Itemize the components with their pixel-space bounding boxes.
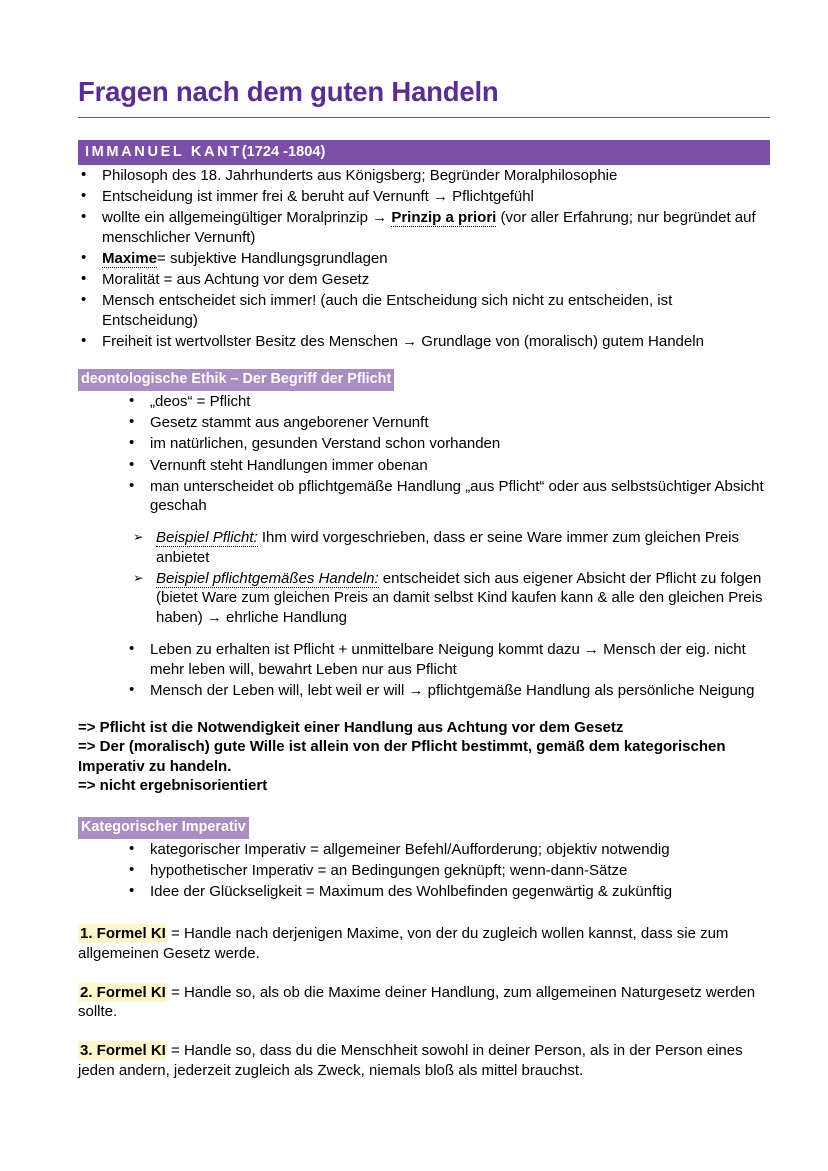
list-item xyxy=(128,840,770,860)
kant-name: IMMANUEL KANT xyxy=(85,143,242,160)
kant-years: (1724 -1804) xyxy=(241,143,326,160)
list-item xyxy=(128,456,770,476)
text-run: Leben zu erhalten ist Pflicht + unmittelbare Neigung kommt dazu → Mensch der eig. nicht mehr leben will, bewahrt Leben nur aus Pflicht xyxy=(150,641,746,678)
spacer xyxy=(78,517,770,528)
formula-list xyxy=(78,924,770,1080)
list-item xyxy=(128,434,770,454)
list-item xyxy=(80,291,770,330)
text-run: Gesetz stammt aus angeborener Vernunft xyxy=(150,414,429,432)
formula-paragraph xyxy=(78,1041,770,1080)
text-run: wollte ein allgemeingültiger Moralprinzip → xyxy=(102,209,392,227)
text-run: man unterscheidet ob pflichtgemäße Handlung „aus Pflicht“ oder aus selbstsüchtiger Absicht geschah xyxy=(150,477,764,515)
text-run: Moralität = aus Achtung vor dem Gesetz xyxy=(102,271,370,289)
example-list-item xyxy=(133,569,770,628)
document-content xyxy=(78,76,770,1080)
text-run: Ihm wird vorgeschrieben, dass er seine Ware immer zum gleichen Preis anbietet xyxy=(156,529,740,566)
text-run: Vernunft steht Handlungen immer obenan xyxy=(150,456,428,474)
conclusion-line: => Der (moralisch) gute Wille ist allein von der Pflicht bestimmt, gemäß dem kategorischen Imperativ zu handeln. xyxy=(78,738,726,775)
list-item xyxy=(128,477,770,516)
section-heading-kant xyxy=(78,140,770,166)
spacer xyxy=(78,903,770,924)
conclusion-line: => nicht ergebnisorientiert xyxy=(78,777,268,795)
list-item xyxy=(128,392,770,412)
list-item xyxy=(128,882,770,902)
section-heading-imperative: Kategorischer Imperativ xyxy=(78,817,249,839)
text-run: Entscheidung ist immer frei & beruht auf Vernunft → Pflichtgefühl xyxy=(102,188,534,206)
text-run: hypothetischer Imperativ = an Bedingungen geknüpft; wenn-dann-Sätze xyxy=(150,862,628,880)
conclusion-line: => Pflicht ist die Notwendigkeit einer Handlung aus Achtung vor dem Gesetz xyxy=(78,718,624,736)
formula-text: = Handle so, als ob die Maxime deiner Handlung, zum allgemeinen Naturgesetz werden sollte. xyxy=(78,983,756,1021)
formula-label: 3. Formel KI xyxy=(80,1041,166,1059)
section-heading-imperative-wrap xyxy=(78,817,770,839)
deontology-example-list xyxy=(78,528,770,627)
list-item xyxy=(128,681,770,701)
text-run: im natürlichen, gesunden Verstand schon vorhanden xyxy=(150,435,501,453)
text-run: Mensch der Leben will, lebt weil er will → pflichtgemäße Handlung als persönliche Neigung xyxy=(150,681,755,699)
text-run: Idee der Glückseligkeit = Maximum des Wohlbefinden gegenwärtig & zukünftig xyxy=(150,883,673,901)
text-run: Beispiel pflichtgemäßes Handeln: xyxy=(156,569,379,587)
text-run: Prinzip a priori xyxy=(391,209,497,227)
text-run: Mensch entscheidet sich immer! (auch die Entscheidung sich nicht zu entscheiden, ist Entscheidung) xyxy=(102,292,673,329)
formula-label: 2. Formel KI xyxy=(80,983,166,1001)
list-item xyxy=(80,187,770,207)
formula-text: = Handle so, dass du die Menschheit sowohl in deiner Person, als in der Person eines jeden andern, jederzeit zugleich als Zweck, niemals bloß als mittel brauchst. xyxy=(78,1041,743,1079)
text-run: Beispiel Pflicht: xyxy=(156,529,258,547)
formula-text: = Handle nach derjenigen Maxime, von der du zugleich wollen kannst, dass sie zum allgemeinen Gesetz werde. xyxy=(78,925,729,962)
text-run: (vor aller Erfahrung; nur begründet auf menschlicher Vernunft) xyxy=(102,209,756,247)
text-run: entscheidet sich aus eigener Absicht der Pflicht zu folgen (bietet Ware zum gleichen Preis an damit selbst Kind kaufen kann & alle den gleichen Preis haben) → ehrliche Handlung xyxy=(156,569,763,626)
page-title: Fragen nach dem guten Handeln xyxy=(78,76,499,107)
list-item xyxy=(80,166,770,186)
deontology-bullet-list-after xyxy=(78,640,770,700)
example-list-item xyxy=(133,528,770,567)
text-run: Maxime xyxy=(102,250,158,268)
list-item xyxy=(128,640,770,679)
list-item xyxy=(128,861,770,881)
list-item xyxy=(128,413,770,433)
kant-bullet-list xyxy=(78,166,770,351)
text-run: Freiheit ist wertvollster Besitz des Menschen → Grundlage von (moralisch) gutem Handeln xyxy=(102,332,704,350)
imperative-bullet-list xyxy=(78,840,770,902)
text-run: = subjektive Handlungsgrundlagen xyxy=(157,250,388,268)
section-heading-deontology: deontologische Ethik – Der Begriff der Pflicht xyxy=(78,369,394,391)
list-item xyxy=(80,270,770,290)
formula-paragraph xyxy=(78,983,770,1022)
text-run: Philosoph des 18. Jahrhunderts aus Königsberg; Begründer Moralphilosophie xyxy=(102,167,618,185)
text-run: kategorischer Imperativ = allgemeiner Befehl/Aufforderung; objektiv notwendig xyxy=(150,841,670,859)
formula-label: 1. Formel KI xyxy=(80,925,166,943)
conclusion-block xyxy=(78,718,770,796)
spacer xyxy=(78,796,770,817)
spacer xyxy=(78,629,770,640)
title-divider xyxy=(78,117,770,118)
spacer xyxy=(78,353,770,369)
list-item xyxy=(80,208,770,247)
text-run: „deos“ = Pflicht xyxy=(150,393,251,411)
spacer xyxy=(78,702,770,718)
section-heading-deontology-wrap xyxy=(78,369,770,391)
formula-paragraph xyxy=(78,924,770,963)
deontology-bullet-list xyxy=(78,392,770,515)
list-item xyxy=(80,332,770,352)
list-item xyxy=(80,249,770,269)
